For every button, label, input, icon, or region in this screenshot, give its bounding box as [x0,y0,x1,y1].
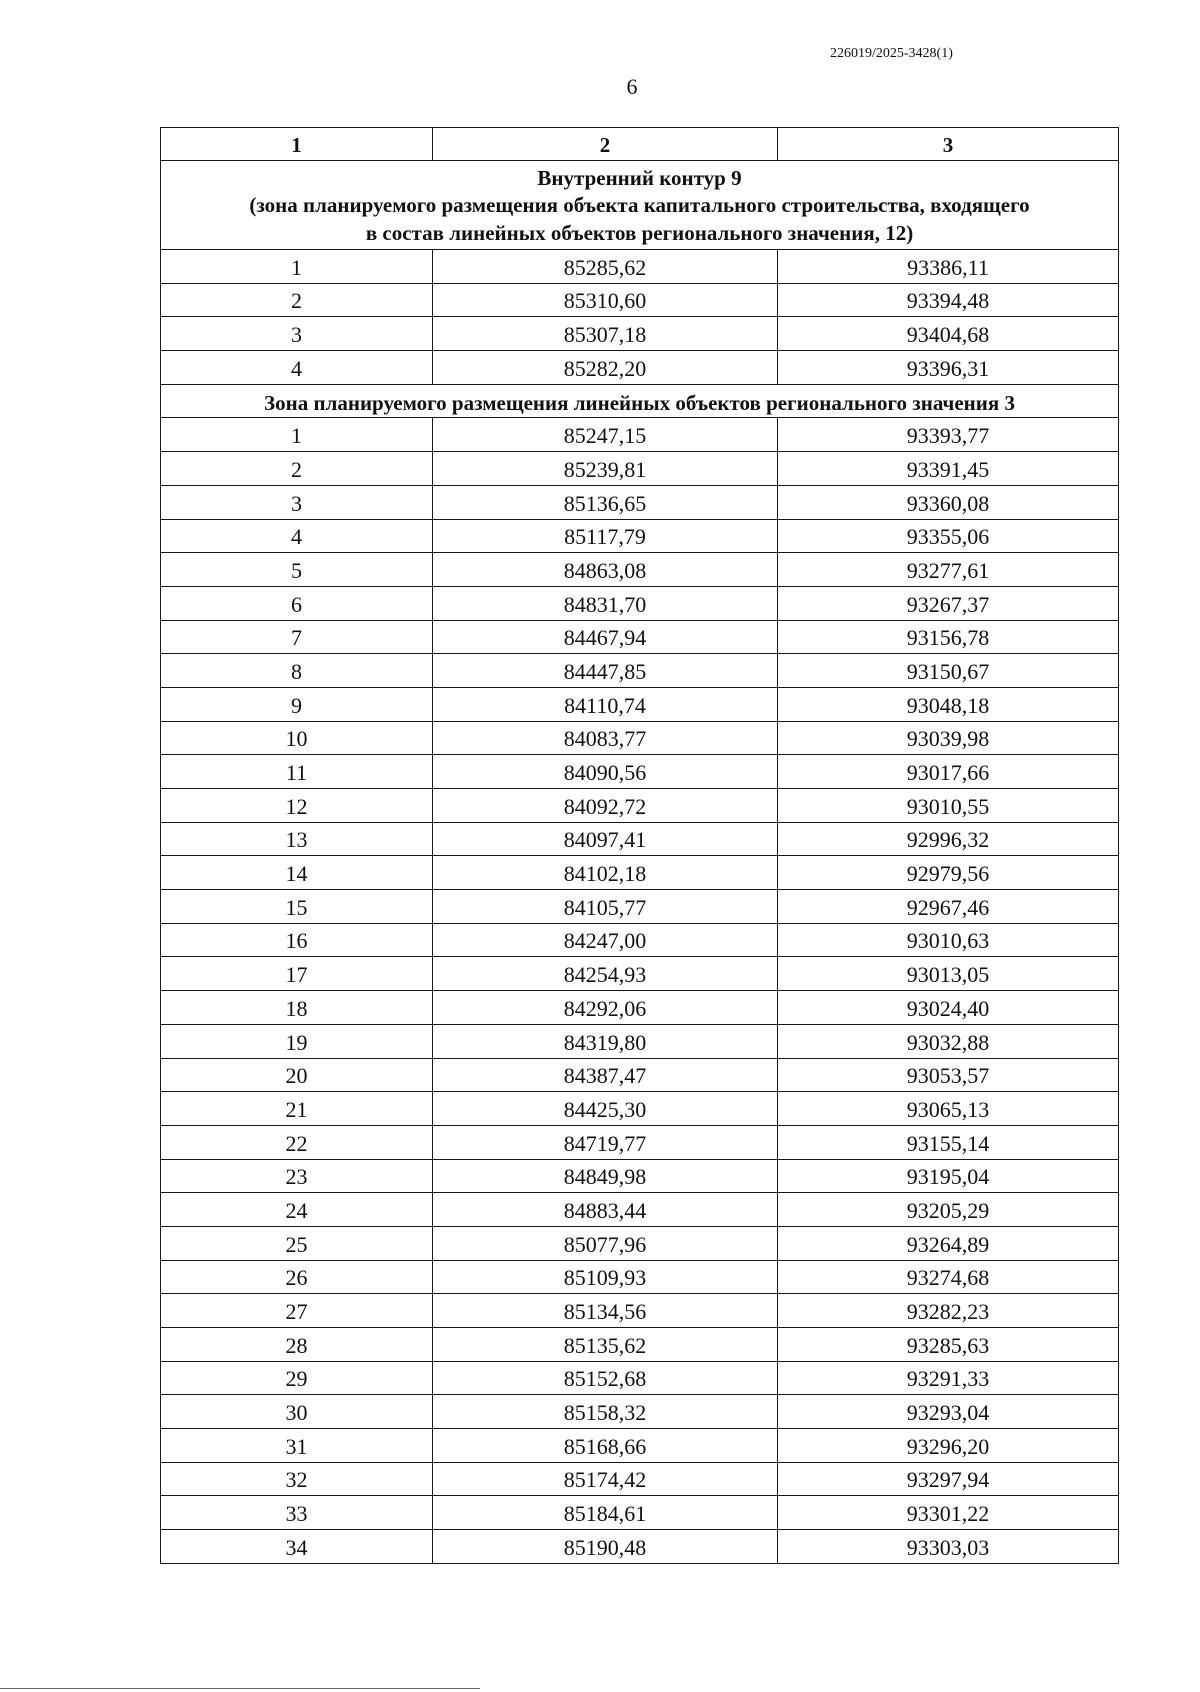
coordinate-y-cell: 93282,23 [778,1294,1119,1328]
coordinate-y-cell: 92996,32 [778,822,1119,856]
table-row [161,452,1119,486]
scan-edge-line [0,1688,480,1689]
table-row [161,687,1119,721]
coordinate-y-cell: 93394,48 [778,283,1119,317]
column-header-2: 2 [433,128,778,161]
point-number-cell: 1 [161,418,433,452]
coordinate-x-cell: 84849,98 [433,1159,778,1193]
coordinate-y-cell: 93355,06 [778,519,1119,553]
point-number-cell: 22 [161,1125,433,1159]
coordinate-y-cell: 93386,11 [778,250,1119,284]
coordinate-y-cell: 93205,29 [778,1193,1119,1227]
coordinate-y-cell: 93017,66 [778,755,1119,789]
section-heading-cell: Зона планируемого размещения линейных объектов регионального значения 3 [161,384,1119,418]
coordinate-x-cell: 85109,93 [433,1260,778,1294]
point-number-cell: 20 [161,1058,433,1092]
coordinate-x-cell: 84425,30 [433,1092,778,1126]
coordinate-y-cell: 93013,05 [778,957,1119,991]
coordinate-x-cell: 85168,66 [433,1429,778,1463]
table-row [161,822,1119,856]
section-title-line: (зона планируемого размещения объекта капитального строительства, входящего [249,193,1030,218]
coordinates-table-body [161,128,1119,1564]
coordinate-y-cell: 92979,56 [778,856,1119,890]
point-number-cell: 24 [161,1193,433,1227]
coordinate-y-cell: 93156,78 [778,620,1119,654]
table-row [161,654,1119,688]
table-row [161,1226,1119,1260]
table-row [161,755,1119,789]
coordinate-x-cell: 85247,15 [433,418,778,452]
coordinates-table [160,127,1119,1564]
coordinate-x-cell: 85184,61 [433,1496,778,1530]
point-number-cell: 15 [161,890,433,924]
coordinate-x-cell: 84092,72 [433,789,778,823]
coordinate-x-cell: 84102,18 [433,856,778,890]
point-number-cell: 34 [161,1530,433,1564]
coordinate-x-cell: 84883,44 [433,1193,778,1227]
coordinate-y-cell: 93039,98 [778,721,1119,755]
section-title-line: Внутренний контур 9 [537,165,742,190]
coordinate-y-cell: 93150,67 [778,654,1119,688]
coordinate-y-cell: 93296,20 [778,1429,1119,1463]
coordinate-x-cell: 85077,96 [433,1226,778,1260]
coordinate-x-cell: 85117,79 [433,519,778,553]
point-number-cell: 18 [161,991,433,1025]
coordinate-y-cell: 93274,68 [778,1260,1119,1294]
table-row [161,586,1119,620]
coordinate-x-cell: 84447,85 [433,654,778,688]
coordinate-y-cell: 93277,61 [778,553,1119,587]
coordinate-x-cell: 85136,65 [433,485,778,519]
point-number-cell: 31 [161,1429,433,1463]
coordinate-y-cell: 93053,57 [778,1058,1119,1092]
table-row [161,1530,1119,1564]
coordinate-x-cell: 84090,56 [433,755,778,789]
coordinate-x-cell: 85310,60 [433,283,778,317]
coordinate-y-cell: 93048,18 [778,687,1119,721]
table-row [161,1125,1119,1159]
table-row [161,519,1119,553]
coordinate-y-cell: 93024,40 [778,991,1119,1025]
coordinate-x-cell: 84097,41 [433,822,778,856]
coordinate-y-cell: 93293,04 [778,1395,1119,1429]
point-number-cell: 32 [161,1462,433,1496]
table-row [161,1462,1119,1496]
point-number-cell: 33 [161,1496,433,1530]
coordinate-y-cell: 93032,88 [778,1024,1119,1058]
point-number-cell: 9 [161,687,433,721]
table-row [161,485,1119,519]
point-number-cell: 1 [161,250,433,284]
point-number-cell: 3 [161,485,433,519]
coordinate-x-cell: 85190,48 [433,1530,778,1564]
table-row [161,1496,1119,1530]
column-header-1: 1 [161,128,433,161]
coordinate-x-cell: 85285,62 [433,250,778,284]
section-heading-linear-objects-zone [161,384,1119,418]
point-number-cell: 17 [161,957,433,991]
coordinate-y-cell: 93360,08 [778,485,1119,519]
coordinate-y-cell: 93065,13 [778,1092,1119,1126]
table-row [161,418,1119,452]
table-row [161,553,1119,587]
column-header-3: 3 [778,128,1119,161]
section-heading-cell [161,161,1119,250]
table-row [161,923,1119,957]
point-number-cell: 19 [161,1024,433,1058]
document-registration-number: 226019/2025-3428(1) [830,46,953,61]
coordinate-y-cell: 93285,63 [778,1328,1119,1362]
table-row [161,1159,1119,1193]
coordinate-x-cell: 84319,80 [433,1024,778,1058]
table-row [161,1294,1119,1328]
section-title-line: в состав линейных объектов регионального значения, 12) [365,220,914,245]
table-row [161,1024,1119,1058]
table-header-row [161,128,1119,161]
point-number-cell: 2 [161,283,433,317]
point-number-cell: 6 [161,586,433,620]
table-row [161,317,1119,351]
coordinate-y-cell: 93267,37 [778,586,1119,620]
point-number-cell: 7 [161,620,433,654]
coordinate-y-cell: 93264,89 [778,1226,1119,1260]
coordinate-x-cell: 84247,00 [433,923,778,957]
coordinate-x-cell: 84105,77 [433,890,778,924]
coordinate-x-cell: 84719,77 [433,1125,778,1159]
coordinate-x-cell: 84254,93 [433,957,778,991]
point-number-cell: 29 [161,1361,433,1395]
coordinate-x-cell: 85174,42 [433,1462,778,1496]
coordinate-y-cell: 93396,31 [778,351,1119,385]
coordinate-y-cell: 93010,55 [778,789,1119,823]
point-number-cell: 27 [161,1294,433,1328]
table-row [161,1361,1119,1395]
point-number-cell: 4 [161,351,433,385]
point-number-cell: 11 [161,755,433,789]
table-row [161,250,1119,284]
coordinate-y-cell: 92967,46 [778,890,1119,924]
table-row [161,1328,1119,1362]
point-number-cell: 12 [161,789,433,823]
table-row [161,856,1119,890]
coordinate-y-cell: 93155,14 [778,1125,1119,1159]
table-row [161,620,1119,654]
table-row [161,789,1119,823]
table-row [161,890,1119,924]
coordinate-y-cell: 93301,22 [778,1496,1119,1530]
coordinate-x-cell: 84831,70 [433,586,778,620]
table-row [161,1092,1119,1126]
point-number-cell: 3 [161,317,433,351]
point-number-cell: 30 [161,1395,433,1429]
point-number-cell: 26 [161,1260,433,1294]
point-number-cell: 4 [161,519,433,553]
section-heading-inner-contour [161,161,1119,250]
coordinate-x-cell: 85134,56 [433,1294,778,1328]
point-number-cell: 14 [161,856,433,890]
coordinate-y-cell: 93010,63 [778,923,1119,957]
coordinate-x-cell: 85158,32 [433,1395,778,1429]
table-row [161,1058,1119,1092]
table-row [161,351,1119,385]
coordinate-y-cell: 93195,04 [778,1159,1119,1193]
table-row [161,957,1119,991]
coordinate-y-cell: 93391,45 [778,452,1119,486]
coordinate-y-cell: 93291,33 [778,1361,1119,1395]
point-number-cell: 2 [161,452,433,486]
table-row [161,721,1119,755]
point-number-cell: 8 [161,654,433,688]
coordinate-x-cell: 84387,47 [433,1058,778,1092]
coordinate-y-cell: 93303,03 [778,1530,1119,1564]
coordinate-x-cell: 85135,62 [433,1328,778,1362]
point-number-cell: 23 [161,1159,433,1193]
coordinate-y-cell: 93297,94 [778,1462,1119,1496]
table-row [161,1395,1119,1429]
table-row [161,1429,1119,1463]
coordinate-x-cell: 85282,20 [433,351,778,385]
point-number-cell: 5 [161,553,433,587]
coordinate-x-cell: 85307,18 [433,317,778,351]
table-row [161,991,1119,1025]
coordinate-y-cell: 93404,68 [778,317,1119,351]
page-number: 6 [626,74,638,99]
coordinate-x-cell: 84863,08 [433,553,778,587]
point-number-cell: 10 [161,721,433,755]
table-row [161,1260,1119,1294]
coordinate-x-cell: 84110,74 [433,687,778,721]
table-row [161,1193,1119,1227]
coordinate-x-cell: 84083,77 [433,721,778,755]
coordinate-y-cell: 93393,77 [778,418,1119,452]
point-number-cell: 16 [161,923,433,957]
point-number-cell: 13 [161,822,433,856]
coordinate-x-cell: 85239,81 [433,452,778,486]
coordinate-x-cell: 84292,06 [433,991,778,1025]
point-number-cell: 28 [161,1328,433,1362]
table-row [161,283,1119,317]
point-number-cell: 21 [161,1092,433,1126]
point-number-cell: 25 [161,1226,433,1260]
coordinate-x-cell: 84467,94 [433,620,778,654]
coordinate-x-cell: 85152,68 [433,1361,778,1395]
